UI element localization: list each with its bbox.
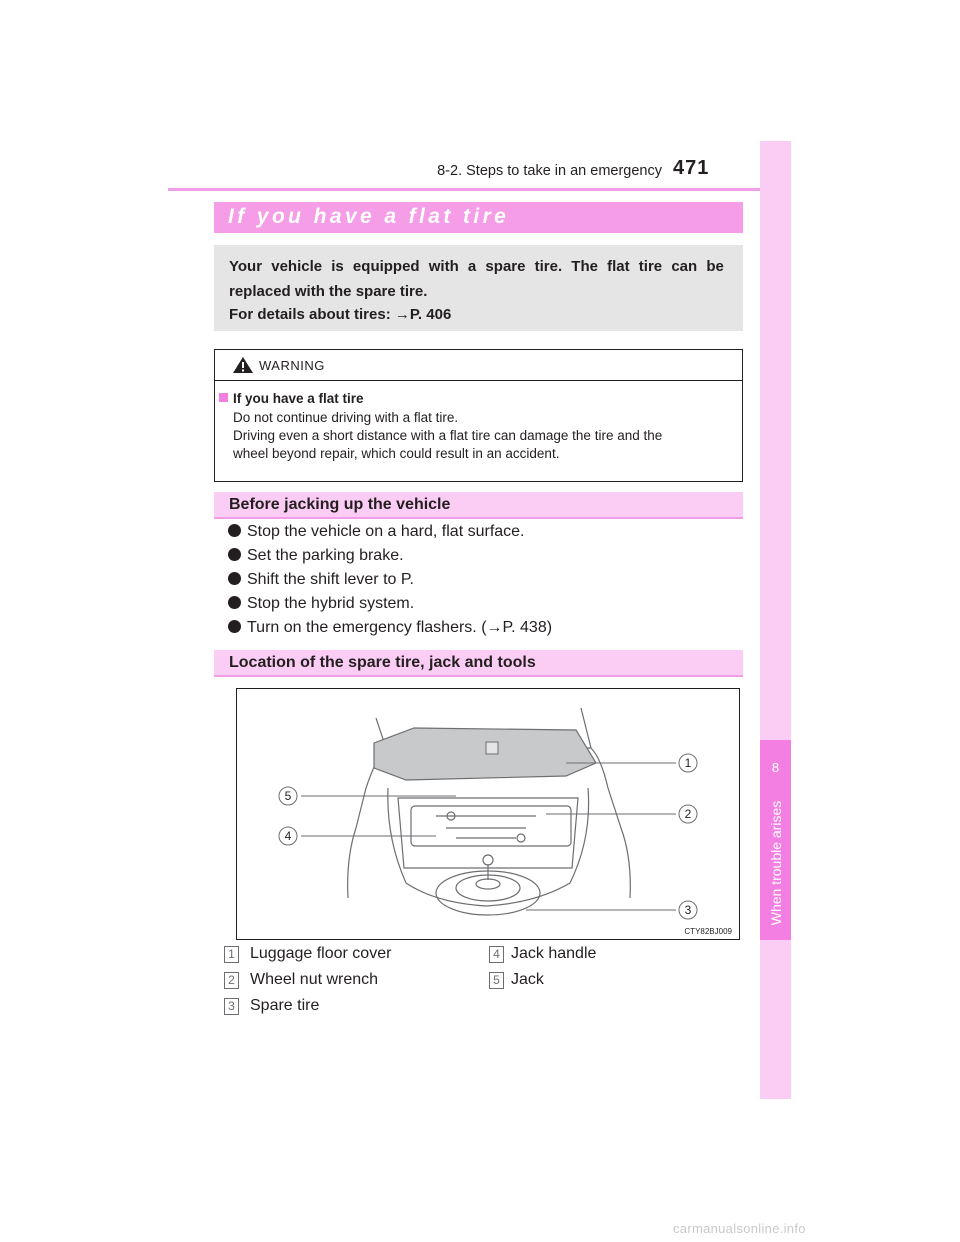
warning-text: Driving even a short distance with a flat tire can damage the tire and the (233, 428, 663, 443)
warning-bullet-icon (219, 393, 228, 402)
callout-label: 1 (684, 756, 692, 770)
callout-label: 5 (284, 789, 292, 803)
warning-text: wheel beyond repair, which could result in an accident. (233, 446, 560, 461)
legend-label: Wheel nut wrench (250, 971, 379, 988)
bullet-icon (228, 572, 241, 585)
legend-number: 2 (224, 972, 239, 989)
legend-label: Spare tire (250, 997, 320, 1014)
intro-line: replaced with the spare tire. (229, 283, 428, 300)
warning-text: Do not continue driving with a flat tire. (233, 410, 459, 425)
bullet-icon (228, 524, 241, 537)
bullet-icon (228, 548, 241, 561)
chapter-number: 8 (771, 760, 780, 775)
chapter-title-wrap (760, 790, 791, 935)
warning-divider (214, 380, 743, 381)
step-item (228, 595, 414, 613)
bullet-icon (228, 620, 241, 633)
bullet-icon (228, 596, 241, 609)
callout-label: 4 (284, 829, 292, 843)
legend-number: 5 (489, 972, 504, 989)
step-text: Stop the vehicle on a hard, flat surface. (247, 523, 525, 540)
chapter-title: When trouble arises (767, 800, 784, 925)
warning-heading: If you have a flat tire (233, 391, 364, 406)
legend-label: Jack (511, 971, 544, 988)
step-text: Set the parking brake. (247, 547, 404, 564)
step-item (228, 547, 404, 565)
legend-number: 1 (224, 946, 239, 963)
legend-number: 4 (489, 946, 504, 963)
intro-line: Your vehicle is equipped with a spare tire. The flat tire can be (229, 258, 724, 275)
watermark: carmanualsonline.info (673, 1221, 806, 1236)
warning-label: WARNING (259, 358, 325, 373)
trunk-illustration (236, 688, 740, 940)
subheading-location: Location of the spare tire, jack and tools (229, 654, 536, 671)
figure-code: CTY82BJ009 (684, 927, 732, 936)
callout-label: 2 (684, 807, 692, 821)
step-text: Stop the hybrid system. (247, 595, 415, 612)
page-number: 471 (673, 157, 710, 179)
subheading-before-jacking: Before jacking up the vehicle (229, 496, 451, 513)
chapter-side-tab (760, 141, 791, 1099)
warning-triangle-icon (232, 356, 254, 374)
callout-label: 3 (684, 903, 692, 917)
step-item (228, 571, 414, 589)
header-rule (168, 188, 790, 191)
legend-number: 3 (224, 998, 239, 1015)
legend-label: Luggage floor cover (250, 945, 392, 962)
trunk-illustration-svg (236, 688, 740, 940)
intro-page-reference[interactable]: For details about tires: →P. 406 (229, 306, 452, 323)
section-title: 8-2. Steps to take in an emergency (437, 163, 662, 179)
legend-label: Jack handle (511, 945, 597, 962)
step-item[interactable] (228, 619, 552, 637)
step-text: Shift the shift lever to P. (247, 571, 414, 588)
step-item (228, 523, 525, 541)
step-text: Turn on the emergency flashers. (→P. 438) (247, 619, 553, 636)
main-title: If you have a flat tire (228, 205, 510, 228)
